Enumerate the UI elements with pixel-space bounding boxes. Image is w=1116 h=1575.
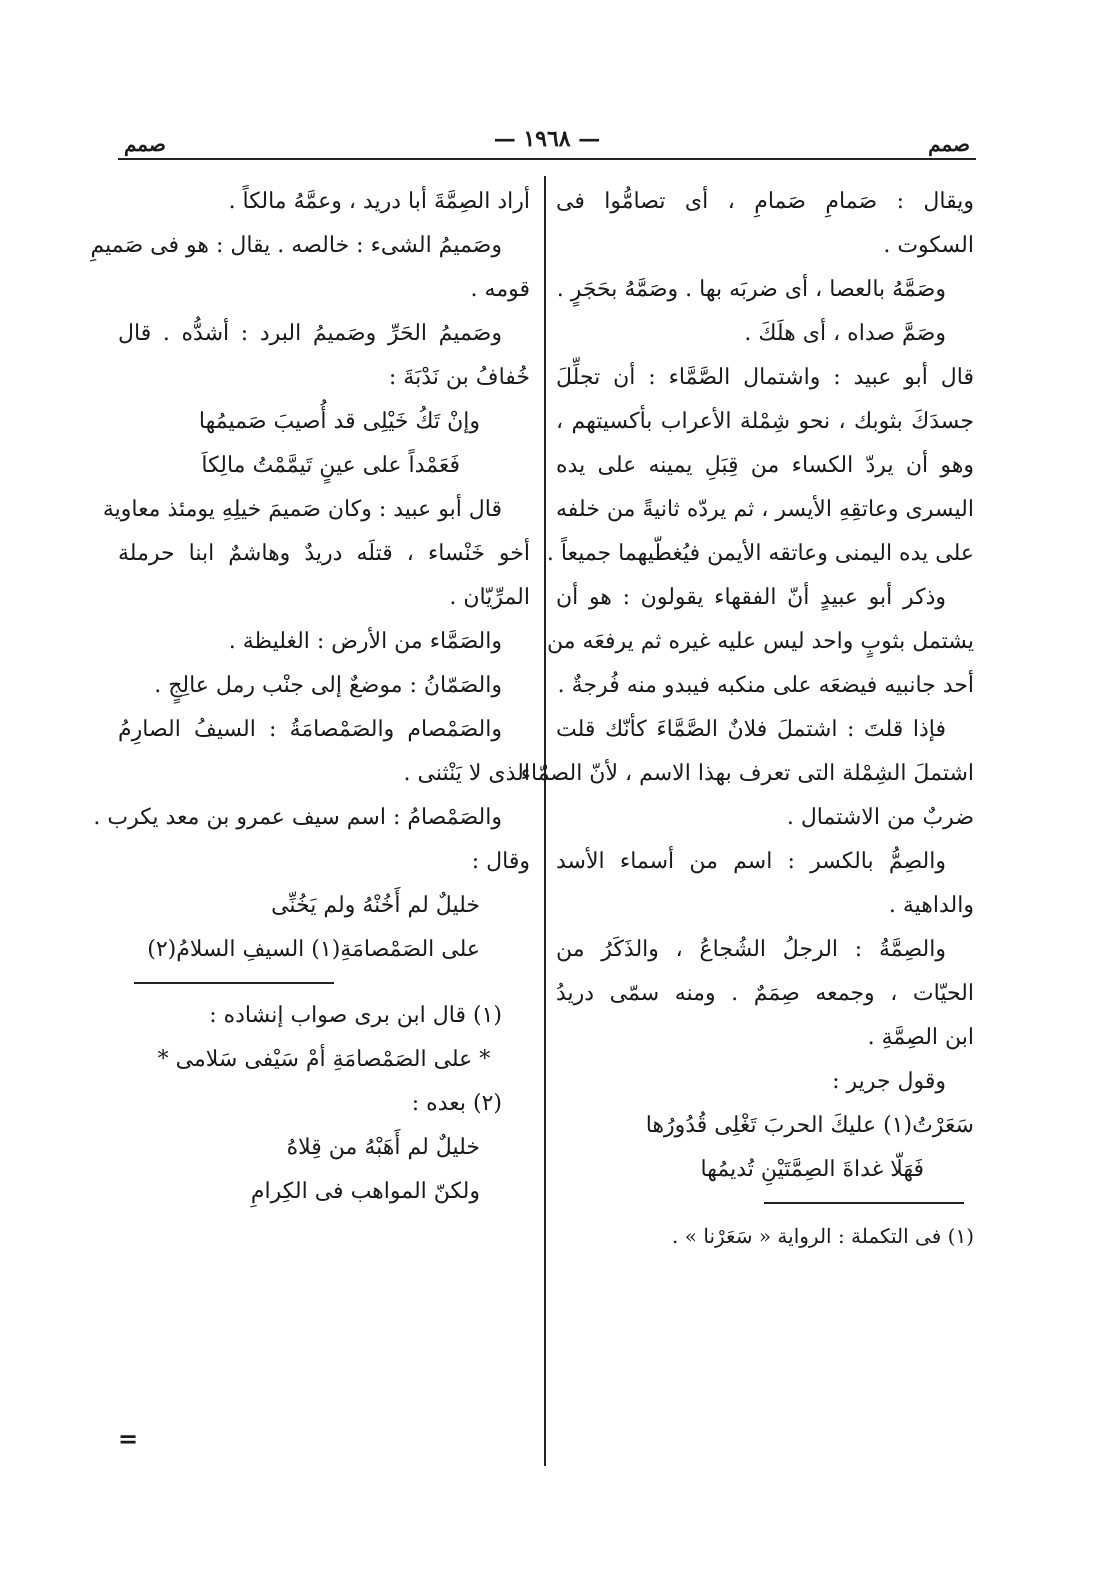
- text-line: اليسرى وعاتقِهِ الأيسر ، ثم يردّه ثانيةً من خلفه: [556, 497, 974, 522]
- text-line: على يده اليمنى وعاتقه الأيمن فيُغطّيهما جميعاً .: [546, 541, 974, 566]
- text-line: المرِّيّان .: [449, 585, 530, 610]
- verse-line: خليلٌ لم أَخُنْهُ ولم يَخُنِّى: [271, 893, 480, 918]
- footnote-verse-line: ولكنّ المواهب فى الكِرامِ: [250, 1179, 480, 1204]
- header-keyword-left: صمم: [124, 132, 166, 156]
- text-line: جسدَكَ بثوبك ، نحو شِمْلة الأعراب بأكسيتهم ،: [556, 409, 974, 434]
- text-line: وصَميمُ الشىء : خالصه . يقال : هو فى صَميمِ: [90, 233, 502, 258]
- verse-line: فَعَمْداً على عينٍ تَيمَّمْتُ مالِكاَ: [201, 453, 460, 478]
- text-line: وقول جرير :: [832, 1069, 946, 1094]
- text-line: وصَميمُ الحَرِّ وصَميمُ البرد : أشدُّه . قال: [118, 321, 502, 346]
- footnote-verse-line: خليلٌ لم أَهَبْهُ من قِلاهُ: [286, 1135, 480, 1160]
- verse-line: وإنْ تَكُ خَيْلِى قد أُصيبَ صَميمُها: [198, 409, 480, 434]
- text-line: خُفافُ بن نَدْبَةَ :: [388, 365, 530, 390]
- verse-line: فَهَلّا غداةَ الصِمَّتَيْنِ تُديمُها: [700, 1157, 924, 1182]
- right-column: [520, 180, 974, 1258]
- text-line: والصِمَّةُ : الرجلُ الشُجاعُ ، والذَكَرُ من: [556, 937, 946, 962]
- text-line: ابن الصِمَّةِ .: [867, 1025, 974, 1050]
- text-line: والصَمَّاء من الأرض : الغليظة .: [228, 629, 502, 654]
- continuation-mark: =: [118, 1424, 139, 1453]
- text-line: قومه .: [470, 277, 530, 302]
- footnote-line: * على الصَمْصامَةِ أمْ سَيْفى سَلامى *: [157, 1047, 491, 1072]
- header-rule: [118, 158, 976, 160]
- text-line: قال أبو عبيد : واشتمال الصَّمَّاء : أن تجلِّلَ: [556, 365, 974, 390]
- left-column: [90, 180, 530, 1214]
- text-line: السكوت .: [883, 233, 974, 258]
- text-line: ضربٌ من الاشتمال .: [786, 805, 974, 830]
- footnote-line: (١) قال ابن برى صواب إنشاده :: [209, 1003, 502, 1028]
- footnote-line: (١) فى التكملة : الرواية « سَعَرْنا » .: [672, 1224, 974, 1248]
- text-line: والصَمْصام والصَمْصامَةُ : السيفُ الصارِمُ: [118, 717, 502, 742]
- text-line: ويقال : صَمامِ صَمامِ ، أى تصامُّوا فى: [556, 189, 974, 214]
- text-line: أخو خَنْساء ، قتلَه دريدٌ وهاشمٌ ابنا حرملة: [118, 541, 530, 566]
- text-line: الحيّات ، وجمعه صِمَمٌ . ومنه سمّى دريدُ: [556, 981, 974, 1006]
- text-line: فإذا قلتَ : اشتملَ فلانٌ الصَّمَّاءَ كأنّك قلت: [556, 717, 946, 742]
- page-header: [118, 118, 976, 158]
- text-line: أحد جانبيه فيضعَه على منكبه فيبدو منه فُرجةٌ .: [557, 673, 974, 698]
- footnote-line: (٢) بعده :: [411, 1091, 502, 1116]
- text-line: قال أبو عبيد : وكان صَميمَ خيلِهِ يومئذ معاوية: [102, 497, 502, 522]
- text-line: وهو أن يردّ الكساء من قِبَلِ يمينه على يده: [556, 453, 974, 478]
- text-line: وذكر أبو عبيدٍ أنّ الفقهاء يقولون : هو أن: [556, 585, 946, 610]
- text-line: الذى لا يَنْثنى .: [403, 761, 530, 786]
- text-line: والصَمْصامُ : اسم سيف عمرو بن معد يكرب .: [93, 805, 502, 830]
- text-line: والصَمّانُ : موضعٌ إلى جنْب رمل عالِجٍ .: [154, 673, 502, 698]
- text-line: يشتمل بثوبٍ واحد ليس عليه غيره ثم يرفعَه من: [547, 629, 974, 654]
- footnote-rule: [118, 972, 530, 994]
- text-line: والصِمُّ بالكسر : اسم من أسماء الأسد: [556, 849, 946, 874]
- text-line: وقال :: [471, 849, 530, 874]
- header-keyword-right: صمم: [928, 132, 970, 156]
- text-line: والداهية .: [888, 893, 974, 918]
- footnote-rule: [556, 1192, 974, 1214]
- verse-line: على الصَمْصامَةِ(١) السيفِ السلامُ(٢): [147, 937, 480, 962]
- verse-line: سَعَرْتُ(١) عليكَ الحربَ تَغْلِى قُدُورُها: [645, 1113, 974, 1138]
- page-number: — ١٩٦٨ —: [493, 126, 601, 152]
- column-divider: [544, 176, 546, 1466]
- text-line: وصَمَّهُ بالعصا ، أى ضربَه بها . وصَمَّهُ بحَجَرٍ .: [556, 277, 946, 302]
- text-line: أراد الصِمَّةَ أبا دريد ، وعمَّهُ مالكاً .: [228, 189, 530, 214]
- text-line: وصَمَّ صداه ، أى هلَكَ .: [744, 321, 946, 346]
- text-line: اشتملَ الشِمْلة التى تعرف بهذا الاسم ، لأنّ الصمّاء: [520, 761, 974, 786]
